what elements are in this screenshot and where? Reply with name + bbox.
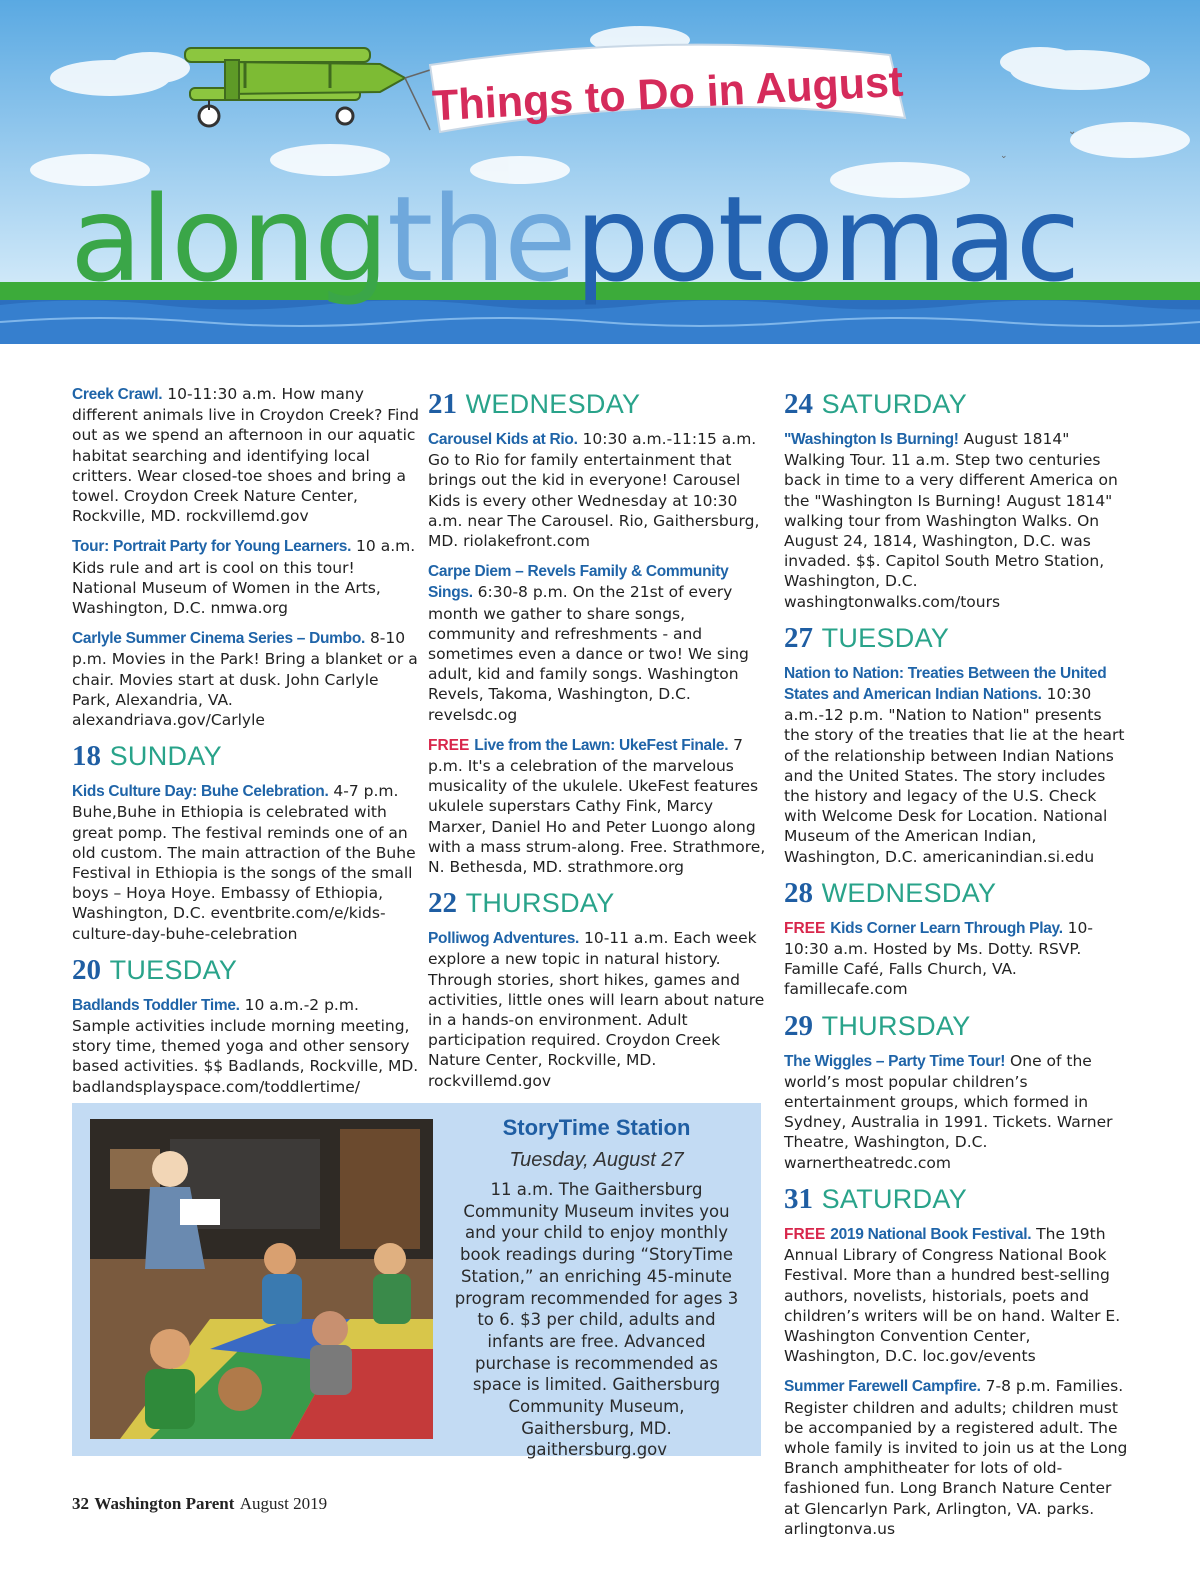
event-listing [428,561,768,725]
day-name: WEDNESDAY [821,877,997,908]
event-title: Kids Culture Day: Buhe Celebration. [72,783,329,801]
logo-along: along [70,170,387,308]
event-listing [428,429,768,551]
free-badge: FREE [784,1225,826,1243]
page-header [0,0,1200,344]
event-details: 8-10 p.m. Movies in the Park! Bring a blanket or a chair. Movies start at dusk. John Carlyle Park, Alexandria, VA. alexandriava.gov/Carlyle [72,629,418,730]
event-listing [72,536,420,618]
event-title: Carpe Diem – Revels Family & Community Sings. [428,563,729,602]
day-number: 18 [72,740,101,773]
day-heading [784,622,1129,655]
day-number: 21 [428,388,457,420]
event-listing [428,735,768,877]
day-heading [784,1183,1129,1216]
day-number: 28 [784,876,813,909]
storytime-title: StoryTime Station [502,1115,691,1140]
banner-title: Things to Do in August [431,57,905,131]
event-listing [784,1376,1129,1539]
day-name: THURSDAY [465,888,615,919]
day-name: SUNDAY [109,741,222,772]
day-heading [72,740,420,773]
event-title: Summer Farewell Campfire. [784,1378,981,1396]
storytime-text [450,1113,743,1461]
event-title: Creek Crawl. [72,386,163,403]
event-title: Kids Corner Learn Through Play. [830,919,1063,937]
day-number: 27 [784,621,813,654]
day-number: 31 [784,1182,813,1215]
day-heading [784,388,1129,421]
day-name: SATURDAY [821,389,968,419]
event-title: Tour: Portrait Party for Young Learners. [72,538,352,556]
event-details: 10:30 a.m.-11:15 a.m. Go to Rio for family entertainment that brings out the kid in everyone! Carousel Kids is every other Wednesday at 10:30 a.m. near The Carousel. Rio, Gaithersburg, MD. riolakefront.com [428,430,760,551]
header-illustration [0,0,1200,344]
logo-potomac: potomac [574,170,1079,308]
free-badge: FREE [428,736,470,754]
event-title: 2019 National Book Festival. [830,1225,1032,1243]
event-listing [72,781,420,944]
storytime-body: 11 a.m. The Gaithersburg Community Museum invites you and your child to enjoy monthly book readings during “StoryTime Station,” an enriching 45-minute program recommended for ages 3 to 6. $3 per child, adults and infants are free. Advanced purchase is recommended as space is limited. Gaithersburg Community Museum, Gaithersburg, MD. gaithersburg.gov [454,1180,739,1460]
day-heading [428,388,768,421]
event-title: Nation to Nation: Treaties Between the United States and American Indian Nations. [784,664,1107,704]
column-2 [428,384,768,1101]
event-details: 10-11 a.m. Each week explore a new topic in natural history. Through stories, short hikes, games and activities, little ones will learn about nature in a hands-on environment. Adult participation required. Croydon Creek Nature Center, Rockville, MD. rockvillemd.gov [428,929,765,1090]
event-details: 7 p.m. It's a celebration of the marvelous musicality of the ukulele. UkeFest features ukulele superstars Cathy Fink, Marcy Marxer, Daniel Ho and Peter Luongo along with a mass strum-along. Free. Strathmore, N. Bethesda, MD. strathmore.org [428,735,766,877]
event-listing [72,384,420,526]
day-name: WEDNESDAY [465,389,641,419]
event-details: 4-7 p.m. Buhe,Buhe in Ethiopia is celebrated with great pomp. The festival reminds one of an old custom. The main attraction of the Buhe Festival in Ethiopia is the songs of the small boys – Hoya Hoye. Embassy of Ethiopia, Washington, D.C. eventbrite.com/e/kids-culture-day-buhe-celebration [72,782,416,943]
event-listing [784,918,1129,1000]
day-number: 22 [428,887,457,920]
event-listing [784,1224,1129,1366]
event-listing [72,995,420,1097]
event-details: 6:30-8 p.m. On the 21st of every month we gather to share songs, community and refreshments - and sometimes even a dance or two! We sing adult, kid and family songs. Washington Revels, Takoma, Washington, D.C. revelsdc.og [428,583,749,724]
event-details: 10 a.m.-2 p.m. Sample activities include morning meeting, story time, themed yoga and other sensory based activities. $$ Badlands, Rockville, MD. badlandsplayspace.com/toddlertime/ [72,995,419,1096]
event-details: The 19th Annual Library of Congress National Book Festival. More than a hundred best-selling authors, novelists, historials, poets and children’s writers will be on hand. Walter E. Washington Convention Center, Washington, D.C. loc.gov/events [784,1224,1121,1366]
event-listing [784,1051,1129,1173]
event-details: 10:30 a.m.-12 p.m. "Nation to Nation" presents the story of the treaties that lie at the heart of the relationship between Indian Nations and the United States. The story includes the history and legacy of the U.S. Check with Welcome Desk for Location. National Museum of the American Indian, Washington, D.C. americanindian.si.edu [784,685,1125,866]
event-details: 10-11:30 a.m. How many different animals live in Croydon Creek? Find out as we spend an afternoon in our aquatic habitat searching and identifying local critters. Wear closed-toe shoes and bring a towel. Croydon Creek Nature Center, Rockville, MD. rockvillemd.gov [72,385,419,526]
svg-text:⌄: ⌄ [1000,151,1008,161]
event-details: One of the world’s most popular children’s entertainment groups, which formed in Sydney, Australia in 1991. Tickets. Warner Theatre, Washington, D.C. warnertheatredc.com [784,1051,1113,1172]
logo-the: the [386,170,575,308]
svg-text:⌄: ⌄ [1068,126,1077,137]
storytime-photo [90,1119,433,1439]
day-name: TUESDAY [109,954,238,985]
event-title: Polliwog Adventures. [428,930,580,948]
day-number: 20 [72,953,101,986]
event-title: Badlands Toddler Time. [72,996,240,1014]
day-number: 24 [784,388,813,420]
day-heading [72,954,420,987]
logo [70,170,1078,308]
storytime-date: Tuesday, August 27 [509,1149,684,1171]
publication-name: Washington Parent [94,1494,235,1513]
event-title: "Washington Is Burning! [784,431,959,448]
event-title: Carousel Kids at Rio. [428,431,578,448]
day-heading [784,877,1129,910]
day-number: 29 [784,1009,813,1042]
column-3 [784,384,1129,1549]
page-footer [72,1494,327,1514]
event-title: The Wiggles – Party Time Tour! [784,1052,1006,1070]
day-name: THURSDAY [821,1010,971,1041]
event-details: 10 a.m. Kids rule and art is cool on this tour! National Museum of Women in the Arts, Washington, D.C. nmwa.org [72,537,416,618]
page-number: 32 [72,1494,89,1513]
column-1 [72,384,420,1107]
event-title: Live from the Lawn: UkeFest Finale. [474,736,729,754]
event-listing [72,628,420,730]
day-name: SATURDAY [821,1183,968,1214]
event-listing [784,663,1129,867]
event-details: 10-10:30 a.m. Hosted by Ms. Dotty. RSVP. Famille Café, Falls Church, VA. famillecafe.com [784,918,1093,999]
storytime-box [72,1103,761,1460]
day-heading [428,887,768,920]
event-listing [428,928,768,1091]
event-details: 7-8 p.m. Families. Register children and adults; children must be accompanied by a registered adult. The whole family is invited to join us at the Long Branch amphitheater for lots of old-fashioned fun. Long Branch Nature Center at Glencarlyn Park, Arlington, VA. parks. arlingtonva.us [784,1377,1128,1538]
day-name: TUESDAY [821,622,950,653]
event-title: Carlyle Summer Cinema Series – Dumbo. [72,630,365,648]
issue-date: August 2019 [239,1494,328,1513]
free-badge: FREE [784,919,826,937]
event-listing [784,429,1129,612]
event-details: August 1814" Walking Tour. 11 a.m. Step two centuries back in time to a very different America on the "Washington Is Burning! August 1814" walking tour from Washington Walks. On August 24, 1814, Washington, D.C. was invaded. $$. Capitol South Metro Station, Washington, D.C. washingtonwalks.com/tours [784,430,1118,611]
day-heading [784,1010,1129,1043]
